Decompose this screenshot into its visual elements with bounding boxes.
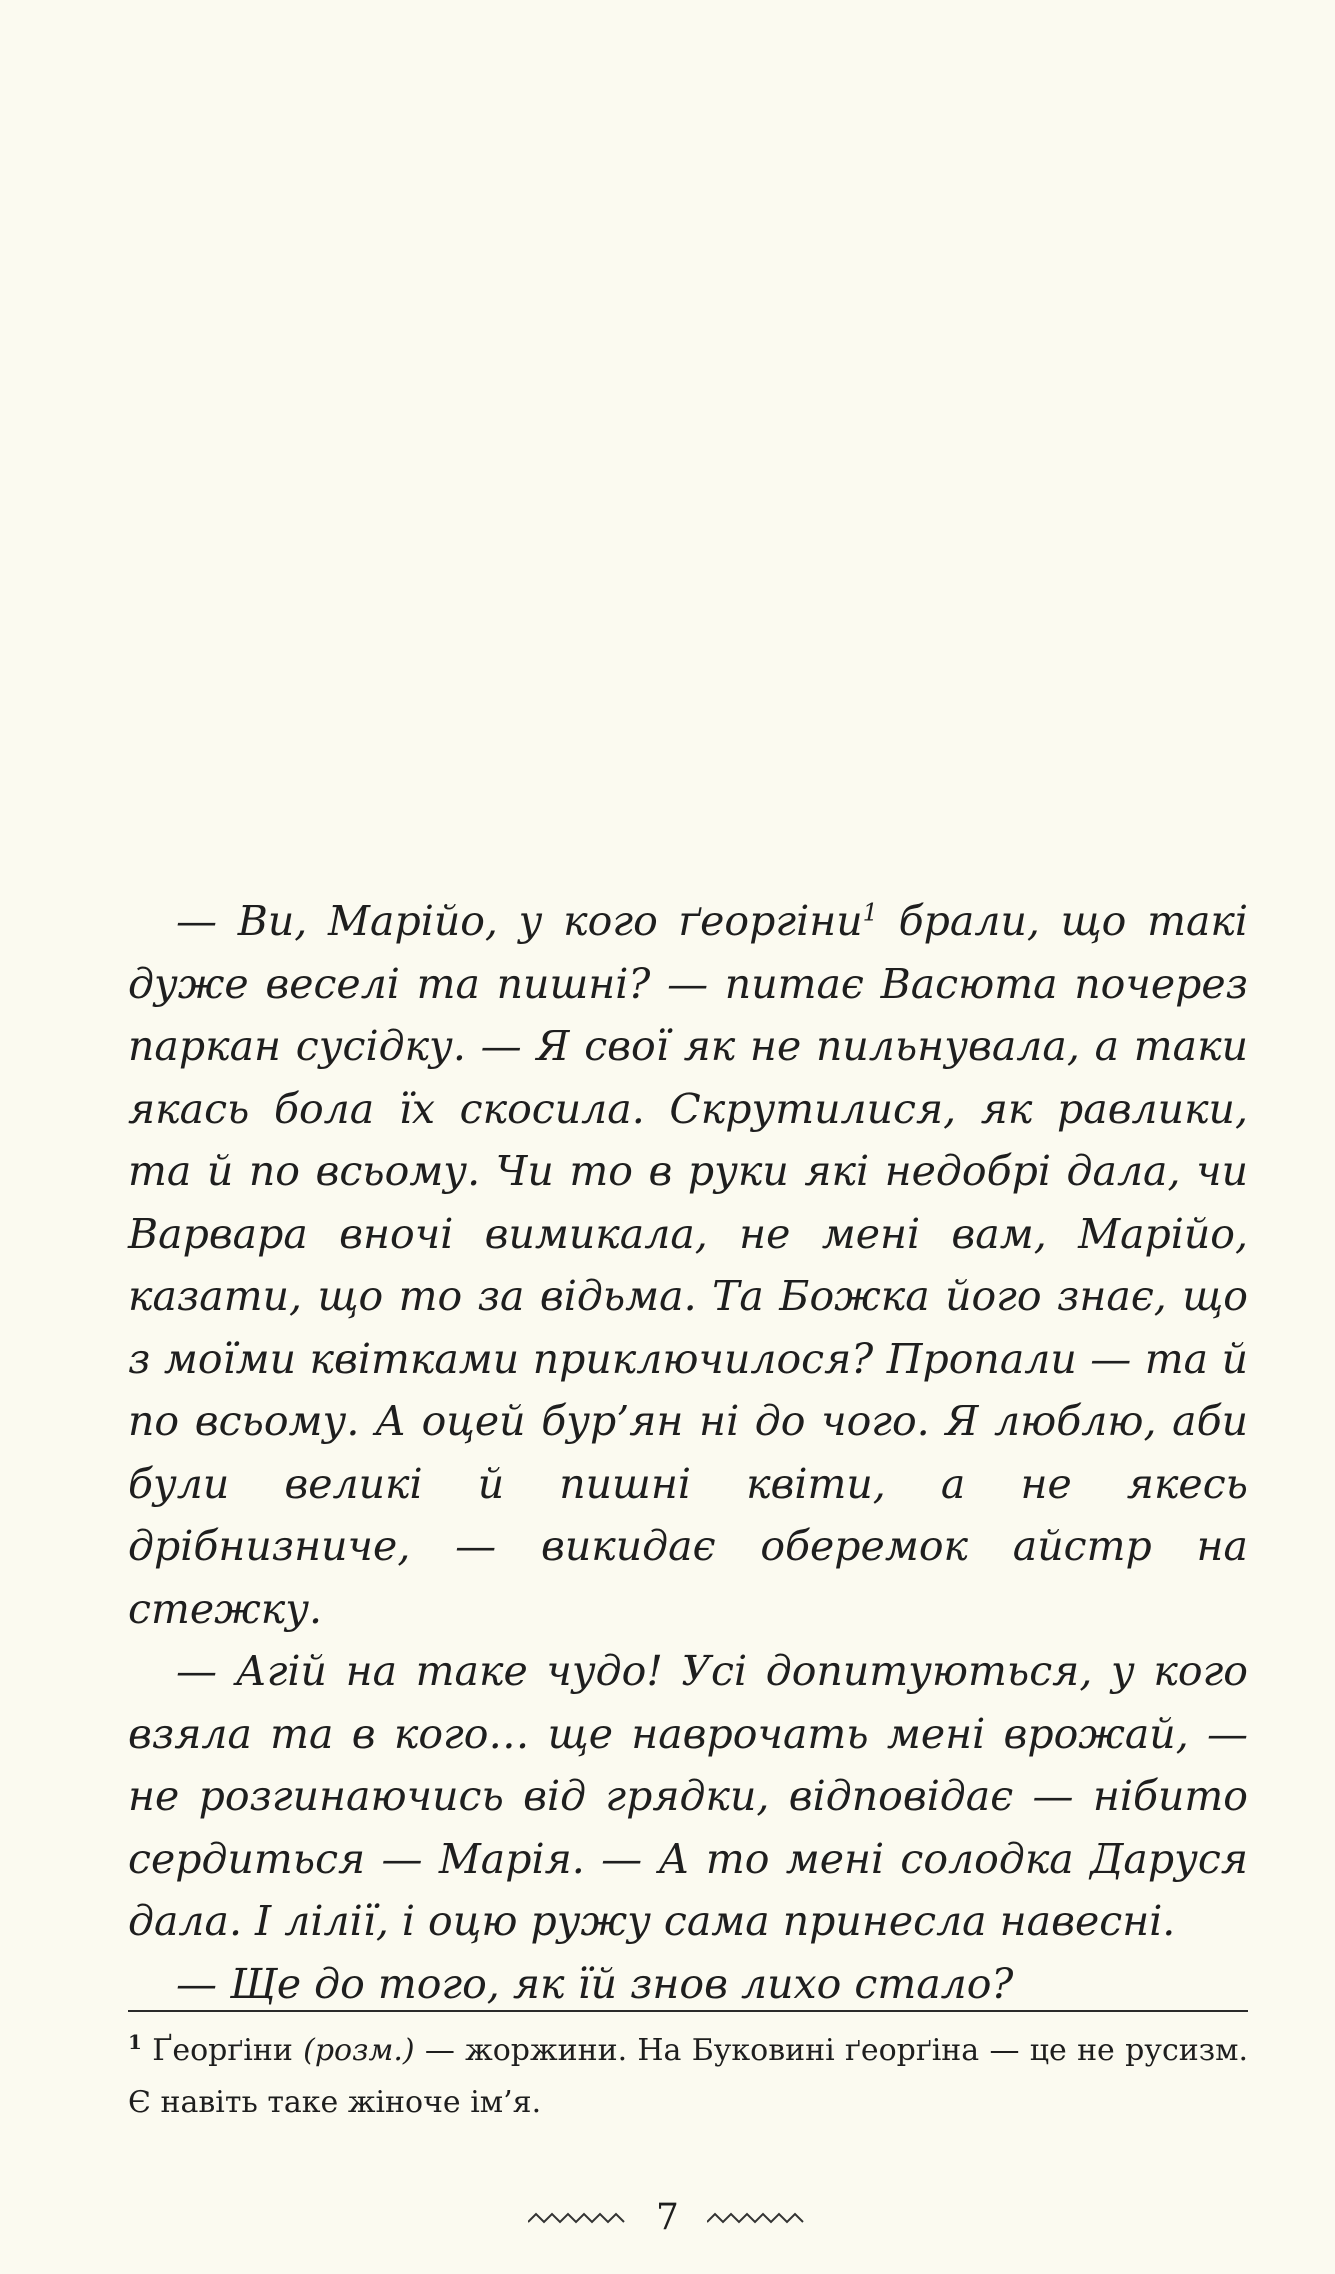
footnote-number: 1 <box>128 2030 142 2054</box>
paragraph-1-text-end: брали, що такі дуже веселі та пишні? — питає Васюта почерез паркан сусідку. — Я свої як не пильнувала, а таки якась бола їх скосила. Скрутилися, як равлики, та й по всьому. Чи то в руки які недобрі дала, чи Варвара вночі вимикала, не мені вам, Марійо, казати, що то за відьма. Та Божка його знає, що з моїми квітками приключилося? Пропали — та й по всьому. А оцей бур’ян ні до чого. Я люблю, аби були великі й пишні квіти, а не якесь дрібнизниче, — викидає оберемок айстр на стежку. <box>128 897 1248 1633</box>
page-number: 7 <box>656 2197 679 2238</box>
footnote <box>128 2025 1248 2129</box>
paragraph-3: — Ще до того, як їй знов лихо стало? <box>176 1959 1014 2008</box>
paragraph-1-text-start: — Ви, Марійо, у кого ґеоргіни <box>176 897 863 945</box>
main-text <box>128 890 1248 2015</box>
footnote-definition: — жоржини. На Буковині ґеорґіна — це не русизм. Є навіть таке жіноче ім’я. <box>128 2033 1248 2120</box>
footnote-label: (розм.) <box>303 2033 415 2068</box>
paragraph-2: — Агій на таке чудо! Усі допитуються, у кого взяла та в кого… ще наврочать мені врожай, — не розгинаючись від грядки, відповідає — нібито сердиться — Марія. — А то мені солодка Даруся дала. І лілії, і оцю ружу сама принесла навесні. <box>128 1647 1248 1945</box>
wave-ornament-left-icon <box>528 2210 628 2226</box>
footnote-divider <box>128 2010 1248 2012</box>
page-footer <box>0 2198 1335 2238</box>
footnote-term: Ґеорґіни <box>152 2033 293 2068</box>
paragraph-1 <box>128 890 1248 1640</box>
wave-ornament-right-icon <box>707 2210 807 2226</box>
footnote-reference: 1 <box>862 898 878 927</box>
